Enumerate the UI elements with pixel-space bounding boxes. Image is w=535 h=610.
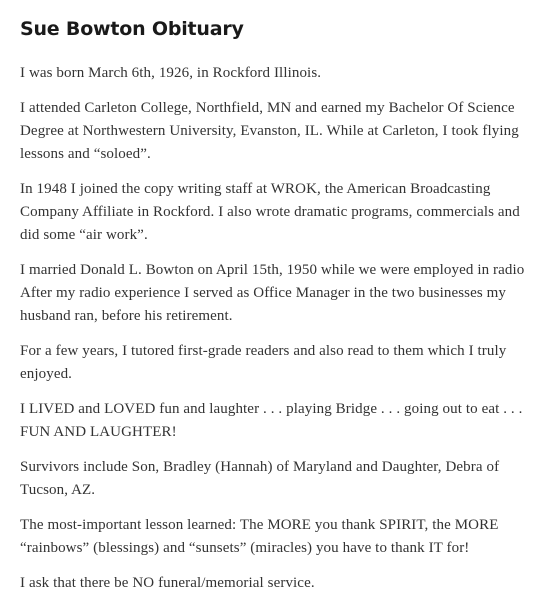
- text-line: Tucson, AZ.: [20, 482, 96, 498]
- text-line: I was born March 6th, 1926, in Rockford Illinois.: [20, 65, 322, 81]
- text-line: FUN AND LAUGHTER!: [20, 424, 177, 440]
- paragraph-education: [20, 97, 535, 166]
- text-line: In 1948 I joined the copy writing staff at WROK, the American Broadcasting: [20, 181, 491, 197]
- paragraph-career: [20, 178, 535, 247]
- text-line: I married Donald L. Bowton on April 15th, 1950 while we were employed in radio: [20, 262, 525, 278]
- text-line: The most-important lesson learned: The MORE you thank SPIRIT, the MORE: [20, 517, 499, 533]
- text-line: Degree at Northwestern University, Evanston, IL. While at Carleton, I took flying: [20, 123, 519, 139]
- text-line: husband ran, before his retirement.: [20, 308, 233, 324]
- text-line: I LIVED and LOVED fun and laughter . . . playing Bridge . . . going out to eat . . .: [20, 401, 523, 417]
- text-line: did some “air work”.: [20, 227, 148, 243]
- text-line: Company Affiliate in Rockford. I also wrote dramatic programs, commercials and: [20, 204, 520, 220]
- text-line: “rainbows” (blessings) and “sunsets” (miracles) you have to thank IT for!: [20, 540, 470, 556]
- obituary-body: [20, 62, 535, 595]
- text-line: I attended Carleton College, Northfield, MN and earned my Bachelor Of Science: [20, 100, 515, 116]
- text-line: After my radio experience I served as Office Manager in the two businesses my: [20, 285, 507, 301]
- paragraph-fun: [20, 398, 535, 444]
- paragraph-service: [20, 572, 535, 595]
- text-line: enjoyed.: [20, 366, 73, 382]
- text-line: I ask that there be NO funeral/memorial service.: [20, 575, 315, 591]
- text-line: Survivors include Son, Bradley (Hannah) of Maryland and Daughter, Debra of: [20, 459, 500, 475]
- obituary-page: [20, 0, 535, 607]
- paragraph-tutoring: [20, 340, 535, 386]
- paragraph-birth: [20, 62, 535, 85]
- text-line: lessons and “soloed”.: [20, 146, 151, 162]
- text-line: For a few years, I tutored first-grade readers and also read to them which I truly: [20, 343, 507, 359]
- page-title: Sue Bowton Obituary: [20, 18, 244, 40]
- paragraph-survivors: [20, 456, 535, 502]
- paragraph-lesson: [20, 514, 535, 560]
- paragraph-marriage: [20, 259, 535, 328]
